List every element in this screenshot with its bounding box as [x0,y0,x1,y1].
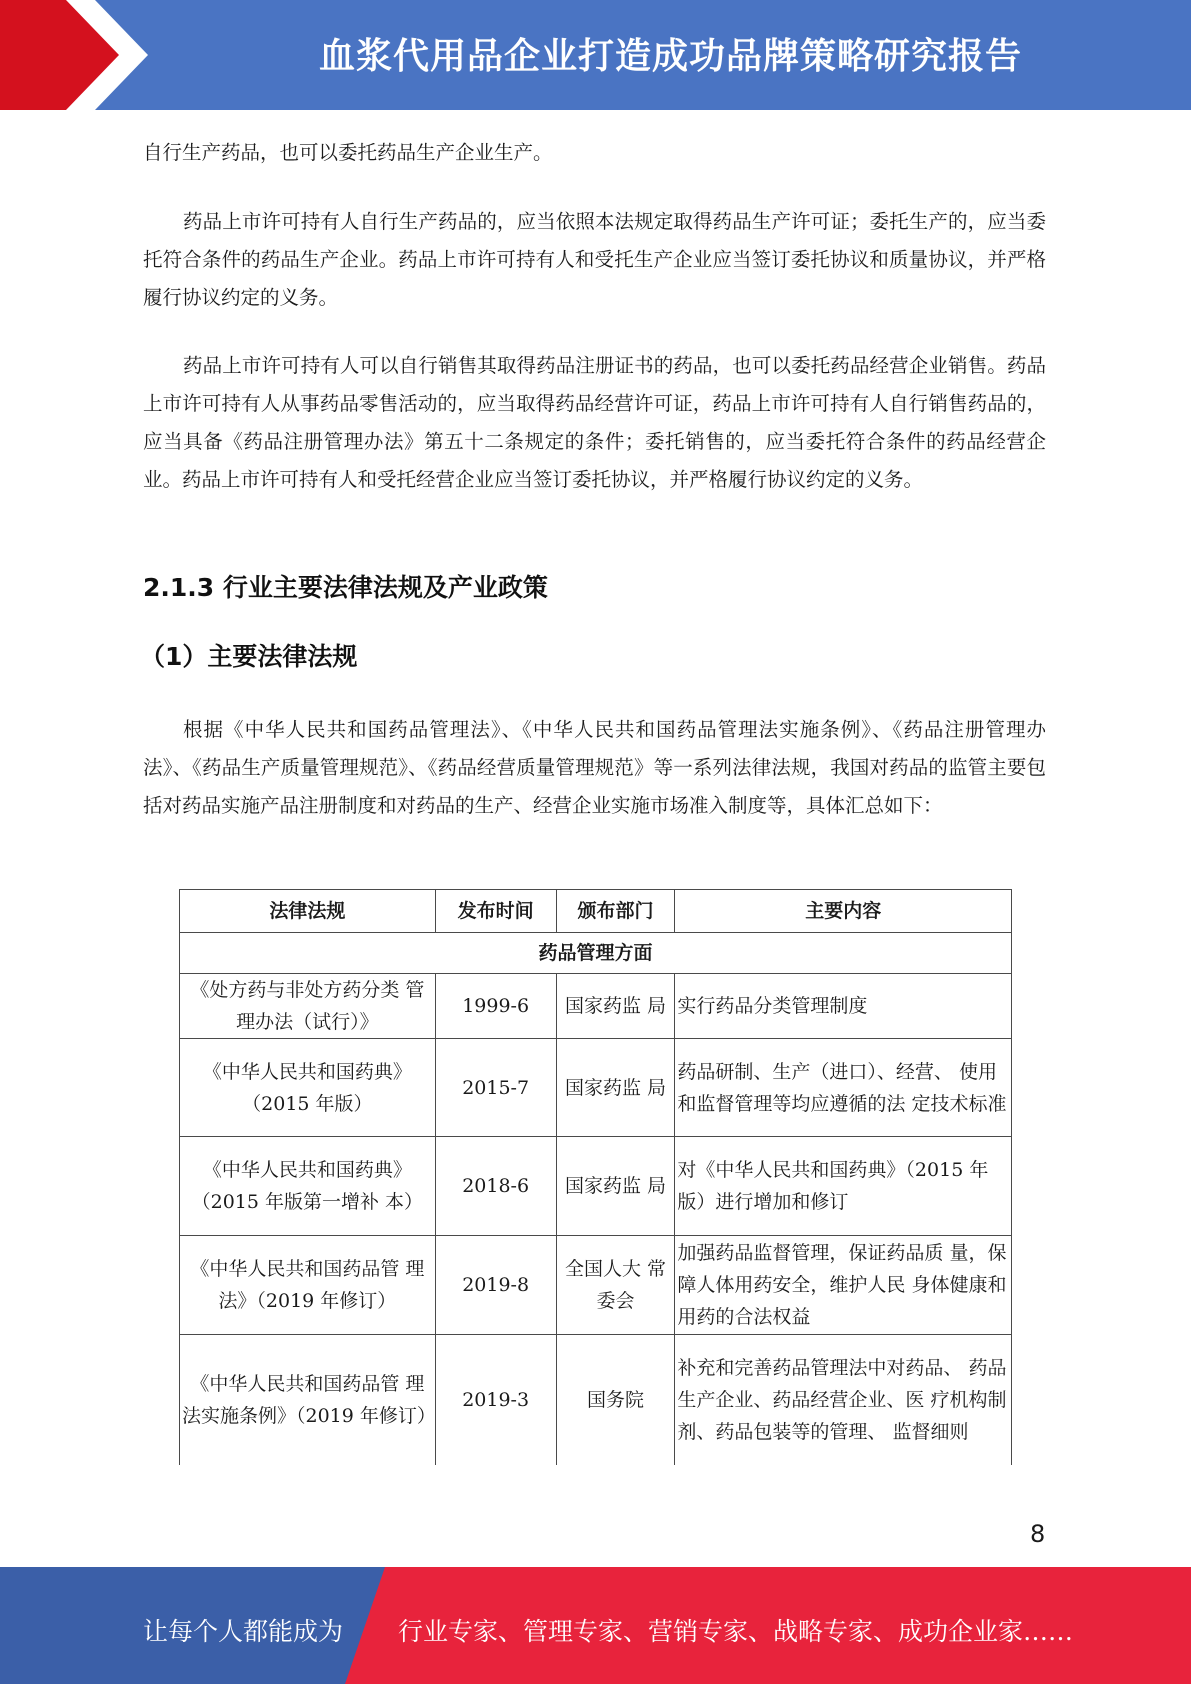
section-label: 药品管理方面 [180,933,1012,974]
cell-date: 2015-7 [435,1039,556,1137]
cell-law: 《中华人民共和国药品管 理法》（2019 年修订） [180,1236,436,1335]
col-header-date: 发布时间 [435,890,556,933]
table-section-row [180,933,1012,974]
cell-date: 1999-6 [435,974,556,1039]
cell-dept: 国家药监 局 [556,974,675,1039]
section-heading: 2.1.3 行业主要法律法规及产业政策 [143,573,548,602]
cell-law: 《处方药与非处方药分类 管理办法（试行）》 [180,974,436,1039]
cell-date: 2018-6 [435,1137,556,1236]
page-header [0,0,1191,110]
paragraph-3: 药品上市许可持有人可以自行销售其取得药品注册证书的药品，也可以委托药品经营企业销售。药品上市许可持有人从事药品零售活动的，应当取得药品经营许可证，药品上市许可持有人自行销售药品的，应当具备《药品注册管理办法》第五十二条规定的条件；委托销售的，应当委托符合条件的药品经营企业。药品上市许可持有人和受托经营企业应当签订委托协议，并严格履行协议约定的义务。 [143,354,1046,491]
table-row [180,1236,1012,1335]
table-row [180,974,1012,1039]
cell-dept: 全国人大 常委会 [556,1236,675,1335]
cell-law: 《中华人民共和国药典》（2015 年版第一增补 本） [180,1137,436,1236]
col-header-dept: 颁布部门 [556,890,675,933]
header-title: 血浆代用品企业打造成功品牌策略研究报告 [318,36,1022,77]
table-row [180,1335,1012,1465]
cell-content: 实行药品分类管理制度 [675,974,1012,1039]
intro-paragraph: 根据《中华人民共和国药品管理法》、《中华人民共和国药品管理法实施条例》、《药品注册管理办法》、《药品生产质量管理规范》、《药品经营质量管理规范》等一系列法律法规，我国对药品的监管主要包括对药品实施产品注册制度和对药品的生产、经营企业实施市场准入制度等，具体汇总如下： [143,718,1046,817]
cell-date: 2019-8 [435,1236,556,1335]
paragraph-2: 药品上市许可持有人自行生产药品的，应当依照本法规定取得药品生产许可证；委托生产的，应当委托符合条件的药品生产企业。药品上市许可持有人和受托生产企业应当签订委托协议和质量协议，并严格履行协议约定的义务。 [143,210,1046,309]
paragraph-1: 自行生产药品，也可以委托药品生产企业生产。 [143,141,553,164]
cell-date: 2019-3 [435,1335,556,1465]
page-number: 8 [1030,1520,1046,1548]
page-footer [0,1567,1191,1684]
subsection-heading: （1）主要法律法规 [140,642,358,671]
footer-slogan-right: 行业专家、管理专家、营销专家、战略专家、成功企业家…… [398,1617,1074,1646]
table-row [180,1137,1012,1236]
cell-law: 《中华人民共和国药品管 理法实施条例》（2019 年修订） [180,1335,436,1465]
cell-content: 药品研制、生产（进口）、经营、 使用和监督管理等均应遵循的法 定技术标准 [675,1039,1012,1137]
cell-dept: 国家药监 局 [556,1039,675,1137]
body-text [143,711,1046,825]
col-header-content: 主要内容 [675,890,1012,933]
cell-content: 对《中华人民共和国药典》（2015 年版）进行增加和修订 [675,1137,1012,1236]
footer-slogan-left: 让每个人都能成为 [143,1617,344,1646]
table-header-row [180,890,1012,933]
table-row [180,1039,1012,1137]
regulations-table [179,889,1012,1465]
body-text [143,134,1046,172]
cell-content: 补充和完善药品管理法中对药品、 药品生产企业、药品经营企业、医 疗机构制剂、药品包装等的管理、 监督细则 [675,1335,1012,1465]
col-header-law: 法律法规 [180,890,436,933]
cell-dept: 国家药监 局 [556,1137,675,1236]
cell-law: 《中华人民共和国药典》（2015 年版） [180,1039,436,1137]
body-text [143,347,1046,499]
cell-content: 加强药品监督管理，保证药品质 量，保障人体用药安全，维护人民 身体健康和用药的合法权益 [675,1236,1012,1335]
body-text [143,203,1046,317]
cell-dept: 国务院 [556,1335,675,1465]
